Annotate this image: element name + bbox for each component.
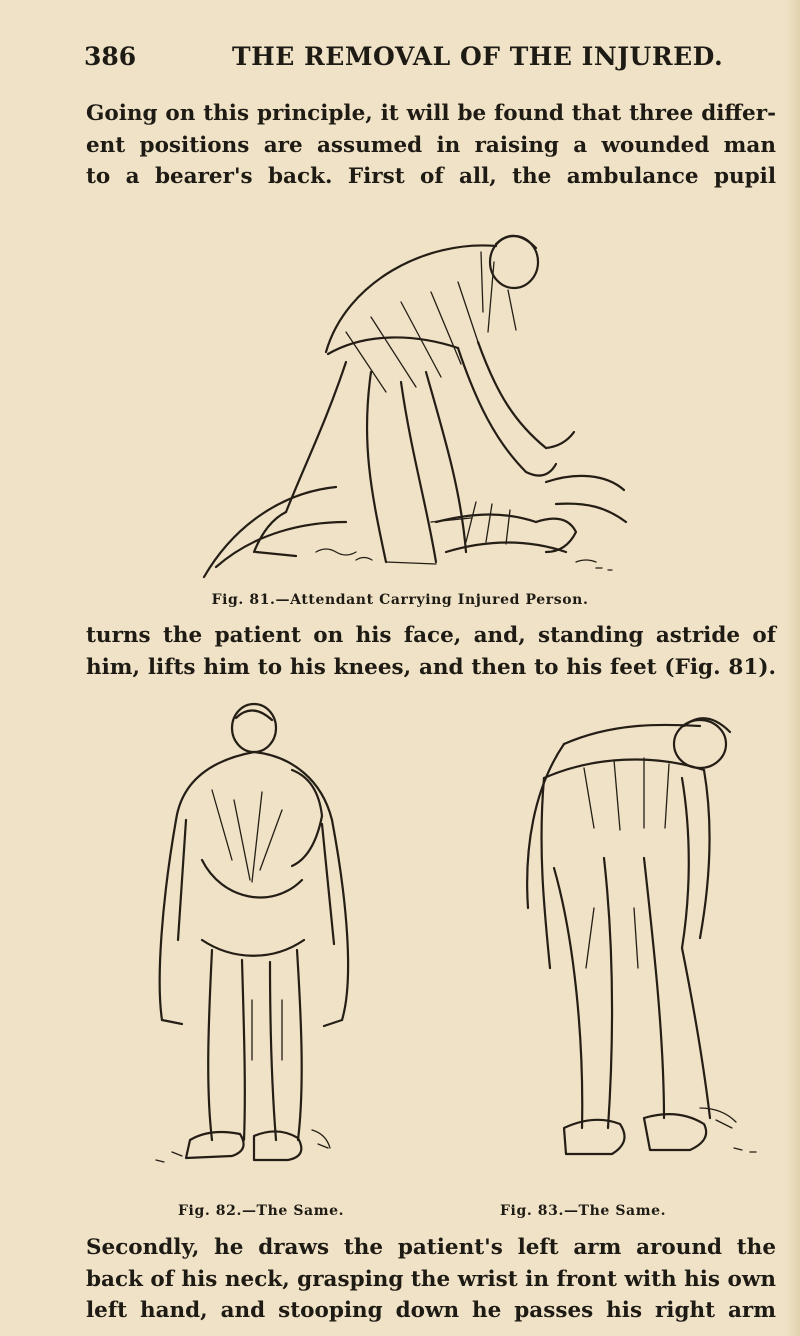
paragraph-line: him, lifts him to his knees, and then to his feet (Fig. 81). [86,654,776,680]
paragraph-line: to a bearer's back. First of all, the ambulance pupil [86,164,776,189]
paragraph-line: ent positions are assumed in raising a wounded man [86,132,776,158]
paragraph-line: left hand, and stooping down he passes his right arm [86,1298,776,1323]
paragraph-line: turns the patient on his face, and, standing astride of [86,623,776,648]
running-title: THE REMOVAL OF THE INJURED. [232,42,724,71]
paragraph-1 [86,98,776,193]
paragraph-3 [86,1232,776,1327]
paragraph-2 [86,620,776,683]
figure-81-caption: Fig. 81.—Attendant Carrying Injured Person. [211,592,589,608]
paragraph-line: Going on this principle, it will be found that three differ- [86,101,776,126]
figure-82-caption: Fig. 82.—The Same. [178,1203,345,1219]
page-number: 386 [84,42,137,71]
page-header [84,42,724,78]
paragraph-line: Secondly, he draws the patient's left arm around the [86,1235,776,1260]
figure-81-illustration [196,222,636,584]
page-edge-shadow [786,0,800,1336]
figure-83-illustration [504,708,772,1188]
paragraph-line: back of his neck, grasping the wrist in front with his own [86,1266,777,1292]
figure-83-caption: Fig. 83.—The Same. [500,1203,667,1219]
figure-82-illustration [142,700,362,1174]
